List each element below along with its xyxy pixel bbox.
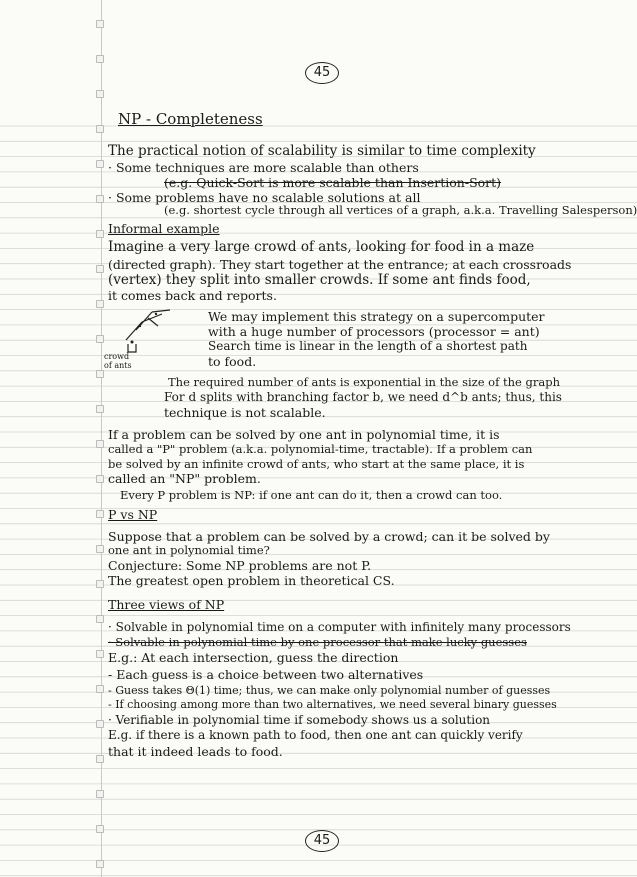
- binder-hole: [96, 55, 104, 63]
- text-line: · Solvable in polynomial time by one processor that make lucky guesses: [108, 635, 527, 649]
- section-heading: Three views of NP: [108, 597, 225, 612]
- text-line: · Solvable in polynomial time on a computer with infinitely many processors: [108, 620, 571, 634]
- binder-hole: [96, 860, 104, 868]
- binder-hole: [96, 405, 104, 413]
- text-line: Imagine a very large crowd of ants, looking for food in a maze: [108, 239, 535, 255]
- text-line: - Guess takes Θ(1) time; thus, we can make only polynomial number of guesses: [108, 684, 551, 697]
- text-line: that it indeed leads to food.: [108, 744, 283, 759]
- text-line: (directed graph). They start together at the entrance; at each crossroads: [108, 257, 572, 272]
- binder-hole: [96, 755, 104, 763]
- text-line: Suppose that a problem can be solved by a crowd; can it be solved by: [108, 529, 550, 544]
- figure-caption: crowd of ants: [104, 352, 132, 370]
- binder-hole: [96, 370, 104, 378]
- text-line: be solved by an infinite crowd of ants, who start at the same place, it is: [108, 457, 525, 471]
- text-line: · Some problems have no scalable solutions at all: [108, 190, 421, 205]
- binder-hole: [96, 195, 104, 203]
- text-line: (e.g. shortest cycle through all vertices of a graph, a.k.a. Travelling Salesperson): [164, 203, 637, 217]
- binder-hole: [96, 825, 104, 833]
- text-line: - Each guess is a choice between two alternatives: [108, 667, 424, 682]
- text-line: to food.: [208, 354, 257, 369]
- text-line: · Verifiable in polynomial time if somebody shows us a solution: [108, 713, 491, 727]
- text-line: - If choosing among more than two alternatives, we need several binary guesses: [108, 698, 557, 711]
- binder-hole: [96, 650, 104, 658]
- binder-hole: [96, 475, 104, 483]
- text-line: We may implement this strategy on a supercomputer: [208, 309, 545, 324]
- binder-hole: [96, 265, 104, 273]
- binder-hole: [96, 720, 104, 728]
- text-line: Every P problem is NP: if one ant can do it, then a crowd can too.: [120, 488, 503, 502]
- binder-hole: [96, 300, 104, 308]
- binder-hole: [96, 335, 104, 343]
- text-line: E.g.: At each intersection, guess the direction: [108, 650, 399, 665]
- text-line: called an "NP" problem.: [108, 471, 261, 486]
- section-heading: Informal example: [108, 221, 220, 236]
- text-line: The greatest open problem in theoretical CS.: [108, 573, 395, 588]
- text-line: Conjecture: Some NP problems are not P.: [108, 558, 372, 573]
- binder-hole: [96, 20, 104, 28]
- binder-hole: [96, 90, 104, 98]
- text-line: with a huge number of processors (processor = ant): [208, 324, 540, 339]
- text-line: technique is not scalable.: [164, 405, 326, 420]
- binder-hole: [96, 685, 104, 693]
- text-line: it comes back and reports.: [108, 288, 277, 303]
- binder-hole: [96, 545, 104, 553]
- text-line: (vertex) they split into smaller crowds. If some ant finds food,: [108, 272, 531, 288]
- text-line: one ant in polynomial time?: [108, 543, 270, 557]
- binder-hole: [96, 125, 104, 133]
- text-line: Search time is linear in the length of a shortest path: [208, 339, 528, 353]
- binder-hole: [96, 230, 104, 238]
- text-line: E.g. if there is a known path to food, then one ant can quickly verify: [108, 728, 523, 742]
- binder-hole: [96, 580, 104, 588]
- page-number-bottom: 45: [305, 830, 339, 852]
- text-line: For d splits with branching factor b, we need d^b ants; thus, this: [164, 390, 562, 404]
- text-line: called a "P" problem (a.k.a. polynomial-time, tractable). If a problem can: [108, 442, 533, 456]
- text-line: The practical notion of scalability is similar to time complexity: [108, 143, 536, 159]
- page-title: NP - Completeness: [118, 110, 263, 128]
- text-line: · Some techniques are more scalable than others: [108, 160, 419, 175]
- binder-hole: [96, 440, 104, 448]
- text-line: The required number of ants is exponential in the size of the graph: [168, 375, 560, 389]
- text-line: (e.g. Quick-Sort is more scalable than Insertion-Sort): [164, 175, 502, 190]
- page-number-top: 45: [305, 62, 339, 84]
- section-heading: P vs NP: [108, 507, 158, 522]
- text-line: If a problem can be solved by one ant in polynomial time, it is: [108, 427, 500, 442]
- binder-hole: [96, 790, 104, 798]
- binder-hole: [96, 510, 104, 518]
- binder-hole: [96, 160, 104, 168]
- binder-hole: [96, 615, 104, 623]
- binder-holes: [96, 0, 104, 877]
